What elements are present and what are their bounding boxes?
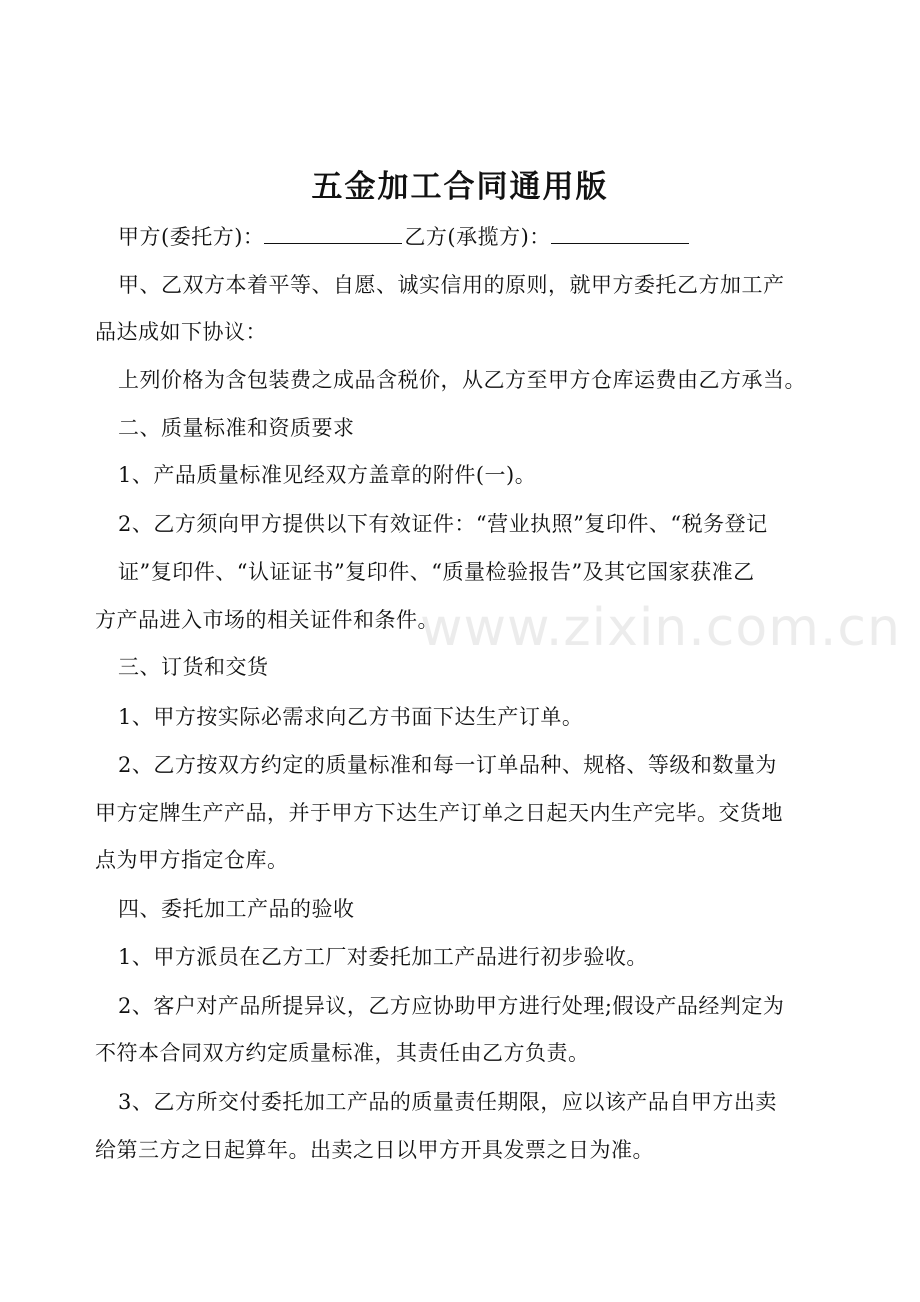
paragraph-line: 方产品进入市场的相关证件和条件。: [95, 608, 439, 632]
document-title: 五金加工合同通用版: [311, 169, 609, 205]
party-a-label: 甲方(委托方)：: [118, 225, 265, 249]
paragraph-line: 上列价格为含包装费之成品含税价，从乙方至甲方仓库运费由乙方承当。: [118, 368, 806, 392]
paragraph-line: 2、客户对产品所提异议，乙方应协助甲方进行处理;假设产品经判定为: [118, 994, 785, 1018]
paragraph-line: 1、甲方按实际必需求向乙方书面下达生产订单。: [118, 705, 584, 729]
section-heading: 二、质量标准和资质要求: [118, 416, 355, 440]
paragraph-line: 2、乙方按双方约定的质量标准和每一订单品种、规格、等级和数量为: [118, 753, 777, 777]
paragraph-line: 点为甲方指定仓库。: [95, 848, 289, 872]
paragraph-line: 品达成如下协议：: [95, 320, 267, 344]
party-a-blank: [264, 223, 402, 244]
section-heading: 四、委托加工产品的验收: [118, 897, 355, 921]
parties-line: [118, 222, 691, 252]
paragraph-line: 1、甲方派员在乙方工厂对委托加工产品进行初步验收。: [118, 945, 648, 969]
paragraph-line: 甲、乙双方本着平等、自愿、诚实信用的原则，就甲方委托乙方加工产: [118, 273, 785, 297]
party-b-label: 乙方(承揽方)：: [404, 225, 551, 249]
paragraph-line: 甲方定牌生产产品，并于甲方下达生产订单之日起天内生产完毕。交货地: [95, 801, 783, 825]
watermark: www.zixin.com.cn: [420, 598, 901, 658]
paragraph-line: 不符本合同双方约定质量标准，其责任由乙方负责。: [95, 1041, 590, 1065]
paragraph-line: 给第三方之日起算年。出卖之日以甲方开具发票之日为准。: [95, 1138, 654, 1162]
party-b-blank: [551, 223, 689, 244]
paragraph-line: 证”复印件、“认证证书”复印件、“质量检验报告”及其它国家获准乙: [118, 560, 755, 584]
paragraph-line: 1、产品质量标准见经双方盖章的附件(一)。: [118, 463, 537, 487]
section-heading: 三、订货和交货: [118, 655, 269, 679]
paragraph-line: 3、乙方所交付委托加工产品的质量责任期限，应以该产品自甲方出卖: [118, 1090, 777, 1114]
paragraph-line: 2、乙方须向甲方提供以下有效证件：“营业执照”复印件、“税务登记: [118, 512, 768, 536]
